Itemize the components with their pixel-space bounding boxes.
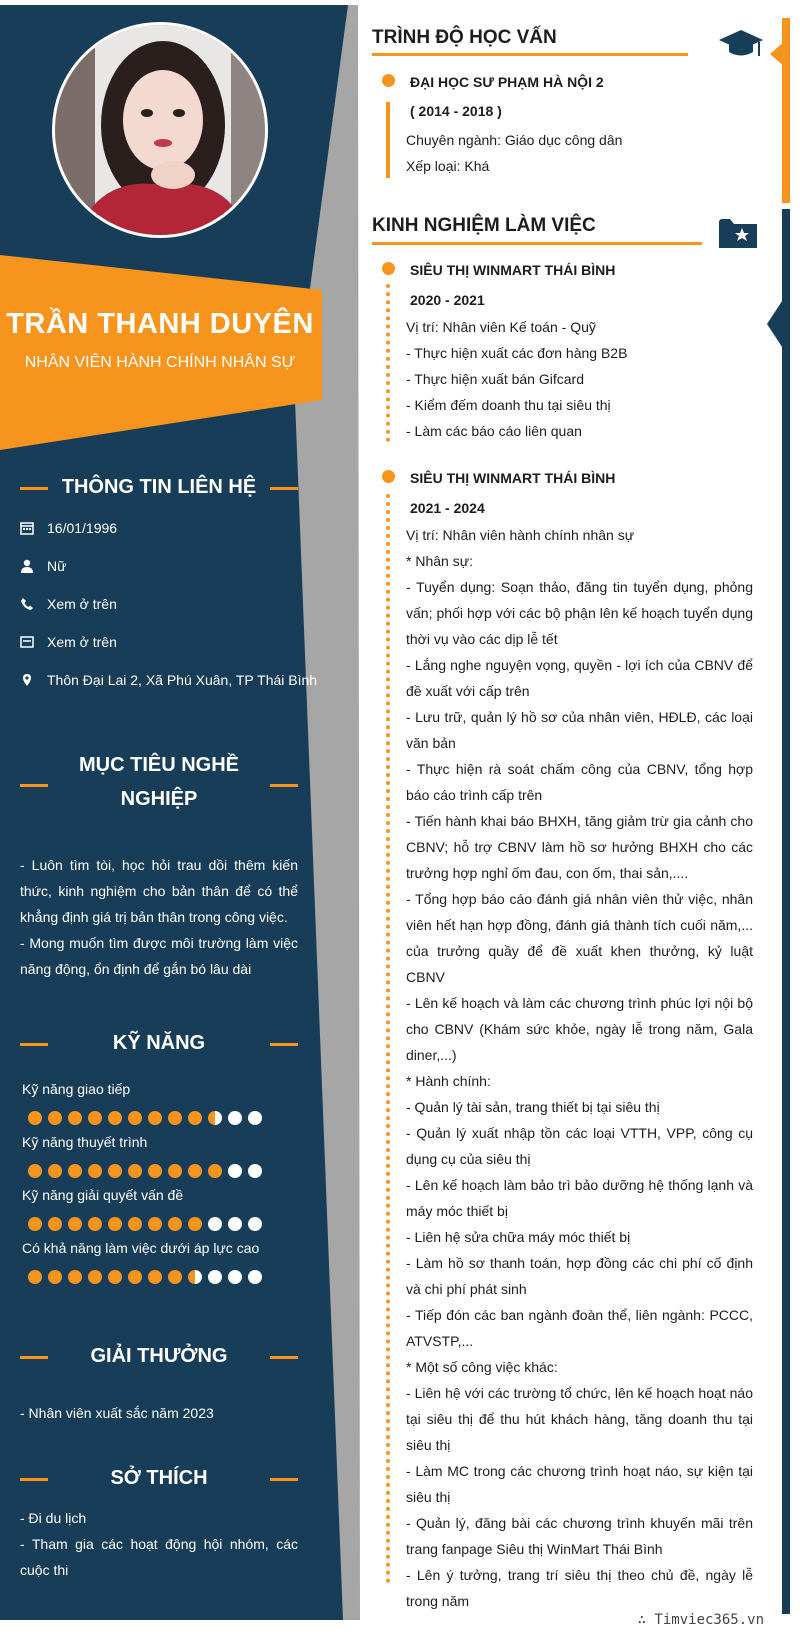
job-line: - Tiếp đón các ban ngành đoàn thể, liên ngành: PCCC, ATVSTP,... xyxy=(406,1307,753,1349)
skill-dot xyxy=(108,1270,122,1284)
awards-heading xyxy=(18,1343,300,1369)
job-line: - Thực hiện xuất các đơn hàng B2B xyxy=(406,345,628,361)
skill-dot xyxy=(228,1217,242,1231)
education-major: Chuyên ngành: Giáo dục công dân xyxy=(406,132,623,148)
job-line: - Thực hiện xuất bán Gifcard xyxy=(406,371,584,387)
education-rank: Xếp loại: Khá xyxy=(406,158,490,174)
location-icon xyxy=(20,673,34,687)
skill-dot xyxy=(28,1270,42,1284)
job-line: - Làm MC trong các chương trình hoạt náo, sự kiện tại siêu thị xyxy=(406,1463,753,1505)
education-heading: TRÌNH ĐỘ HỌC VẤN xyxy=(372,27,557,48)
objective-heading-line1: MỤC TIÊU NGHỀ xyxy=(79,754,239,776)
job-timeline xyxy=(386,284,390,442)
skill-label: Kỹ năng giao tiếp xyxy=(22,1081,131,1097)
job-bullet xyxy=(382,262,395,275)
objective-heading-line2: NGHIỆP xyxy=(120,788,198,810)
skill-dot xyxy=(248,1270,262,1284)
hobbies-heading-text: SỞ THÍCH xyxy=(110,1467,208,1489)
job-line: * Một số công việc khác: xyxy=(406,1359,558,1375)
skill-rating xyxy=(28,1164,262,1178)
job-line: - Kiểm đếm doanh thu tại siêu thị xyxy=(406,397,611,413)
candidate-name: TRẦN THANH DUYÊN xyxy=(6,308,314,340)
skill-dot xyxy=(228,1270,242,1284)
job-line: - Lên kế hoạch làm bảo trì bảo dưỡng hệ thống lạnh và máy móc thiết bị xyxy=(406,1177,753,1219)
contact-heading-text: THÔNG TIN LIÊN HỆ xyxy=(61,476,257,498)
contact-dob xyxy=(20,520,117,536)
skill-dot xyxy=(188,1270,202,1284)
job-line: - Liên hệ với các trường tổ chức, lên kế hoạch hoạt náo tại siêu thị để thu hút khách hàng, tăng doanh thu tại siêu thị xyxy=(406,1385,753,1453)
skill-dot xyxy=(48,1270,62,1284)
contact-gender xyxy=(20,558,66,574)
hobbies-heading xyxy=(18,1465,300,1491)
candidate-title: NHÂN VIÊN HÀNH CHÍNH NHÂN SỰ xyxy=(24,354,296,371)
skills-heading-text: KỸ NĂNG xyxy=(112,1032,206,1054)
job-line: - Thực hiện rà soát chấm công của CBNV, tổng hợp báo cáo trình cấp trên xyxy=(406,761,753,803)
job-line: - Liên hệ sửa chữa máy móc thiết bị xyxy=(406,1229,631,1245)
contact-dob-text: 16/01/1996 xyxy=(47,520,118,536)
job-line: - Lưu trữ, quản lý hồ sơ của nhân viên, HĐLĐ, các loại văn bản xyxy=(406,709,753,751)
awards-text: - Nhân viên xuất sắc năm 2023 xyxy=(20,1405,214,1421)
job-line: - Quản lý, đăng bài các chương trình khuyến mãi trên trang fanpage Siêu thị WinMart Thái Bình xyxy=(406,1515,753,1557)
skill-dot xyxy=(48,1164,62,1178)
skill-dot xyxy=(248,1111,262,1125)
job-line: - Lên kế hoạch và làm các chương trình phúc lợi nội bộ cho CBNV (Khám sức khỏe, ngày lễ trong năm, Gala diner,...) xyxy=(406,995,753,1063)
objective-line: - Mong muốn tìm được môi trường làm việc năng động, ổn định để gắn bó lâu dài xyxy=(20,935,298,977)
skill-dot xyxy=(228,1111,242,1125)
skill-dot xyxy=(28,1217,42,1231)
footer-brand[interactable]: ∴ Timviec365.vn xyxy=(637,1612,764,1628)
folder-star-icon xyxy=(718,215,758,254)
job-line: - Lên ý tưởng, trang trí siêu thị theo chủ đề, ngày lễ trong năm xyxy=(406,1567,753,1609)
job-bullet xyxy=(382,470,395,483)
skill-dot xyxy=(168,1111,182,1125)
awards-heading-text: GIẢI THƯỞNG xyxy=(90,1345,228,1367)
job-line: * Nhân sự: xyxy=(406,553,473,569)
skill-dot xyxy=(88,1164,102,1178)
skill-dot xyxy=(128,1217,142,1231)
hobby-line: - Đi du lịch xyxy=(20,1510,87,1526)
skill-dot xyxy=(148,1164,162,1178)
contact-heading xyxy=(18,474,300,500)
skill-dot xyxy=(128,1164,142,1178)
job-period: 2021 - 2024 xyxy=(410,500,485,516)
objective-heading xyxy=(18,748,300,820)
job-line: - Tiến hành khai báo BHXH, tăng giảm trừ gia cảnh cho CBNV; hỗ trợ CBNV làm hồ sơ hưởng BHXH cho các trưởng hợp nghỉ ốm đau, con ốm, thai sản,.... xyxy=(406,813,753,881)
job-line: * Hành chính: xyxy=(406,1073,491,1089)
skill-dot xyxy=(148,1111,162,1125)
contact-gender-text: Nữ xyxy=(47,558,67,574)
skill-rating xyxy=(28,1270,262,1284)
skill-dot xyxy=(148,1270,162,1284)
skill-dot xyxy=(128,1111,142,1125)
education-school: ĐẠI HỌC SƯ PHẠM HÀ NỘI 2 xyxy=(410,74,604,90)
skill-label: Kỹ năng thuyết trình xyxy=(22,1134,148,1150)
job-line: - Làm các báo cáo liên quan xyxy=(406,423,582,439)
job-line: Vị trí: Nhân viên hành chính nhân sự xyxy=(406,527,635,543)
skill-label: Kỹ năng giải quyết vấn đề xyxy=(22,1187,184,1203)
skill-dot xyxy=(228,1164,242,1178)
job-timeline xyxy=(386,494,390,1584)
education-underline xyxy=(372,53,688,56)
skill-dot xyxy=(28,1111,42,1125)
job-company: SIÊU THỊ WINMART THÁI BÌNH xyxy=(410,470,616,486)
skill-dot xyxy=(248,1164,262,1178)
job-line: - Tuyển dụng: Soạn thảo, đăng tin tuyển dụng, phỏng vấn; phối hợp với các bộ phận lên kế hoạch tuyển dụng thời vụ vào các dịp lễ tết xyxy=(406,579,753,647)
job-line: - Quản lý xuất nhập tồn các loại VTTH, VPP, công cụ dụng cụ của siêu thị xyxy=(406,1125,753,1167)
job-line: Vị trí: Nhân viên Kế toán - Quỹ xyxy=(406,319,596,335)
skill-dot xyxy=(188,1164,202,1178)
skill-dot xyxy=(108,1217,122,1231)
job-line: - Quản lý tài sản, trang thiết bị tại siêu thị xyxy=(406,1099,660,1115)
skill-dot xyxy=(68,1217,82,1231)
job-period: 2020 - 2021 xyxy=(410,292,485,308)
skill-dot xyxy=(68,1270,82,1284)
skill-dot xyxy=(48,1111,62,1125)
skill-dot xyxy=(168,1164,182,1178)
contact-phone-text: Xem ở trên xyxy=(47,596,117,612)
skill-dot xyxy=(208,1164,222,1178)
hobby-line: - Tham gia các hoạt động hội nhóm, các cuộc thi xyxy=(20,1536,298,1578)
objective-text xyxy=(20,852,298,982)
sidebar xyxy=(0,0,360,1620)
skill-dot xyxy=(208,1111,222,1125)
job-details xyxy=(406,314,753,444)
contact-address xyxy=(20,672,317,688)
education-bullet xyxy=(382,74,395,87)
skill-dot xyxy=(128,1270,142,1284)
phone-icon xyxy=(20,597,34,611)
hobbies-text xyxy=(20,1505,298,1583)
avatar xyxy=(52,22,268,238)
skill-dot xyxy=(148,1217,162,1231)
contact-email-text: Xem ở trên xyxy=(47,634,117,650)
job-line: - Tổng hợp báo cáo đánh giá nhân viên thử việc, nhân viên hết hạn hợp đồng, đánh giá thành tích cuối năm,... của trưởng quầy để đề xuất khen thưởng, kỷ luật CBNV xyxy=(406,891,753,985)
skill-dot xyxy=(68,1111,82,1125)
objective-line: - Luôn tìm tòi, học hỏi trau dồi thêm kiến thức, kinh nghiệm cho bản thân để có thể khẳng định giá trị bản thân trong công việc. xyxy=(20,857,298,925)
job-line: - Làm hồ sơ thanh toán, hợp đồng các chi phí cố định và chi phí phát sinh xyxy=(406,1255,753,1297)
skill-dot xyxy=(68,1164,82,1178)
education-timeline xyxy=(386,102,390,178)
contact-phone xyxy=(20,596,117,612)
education-period: ( 2014 - 2018 ) xyxy=(410,103,502,119)
skill-dot xyxy=(108,1111,122,1125)
skill-dot xyxy=(188,1217,202,1231)
email-icon xyxy=(20,635,34,649)
contact-email xyxy=(20,634,117,650)
skill-dot xyxy=(208,1217,222,1231)
user-icon xyxy=(20,559,34,573)
skill-rating xyxy=(28,1217,262,1231)
job-line: - Lắng nghe nguyện vọng, quyền - lợi ích của CBNV để đề xuất với cấp trên xyxy=(406,657,753,699)
experience-heading: KINH NGHIỆM LÀM VIỆC xyxy=(372,215,596,236)
skill-dot xyxy=(88,1111,102,1125)
skill-dot xyxy=(28,1164,42,1178)
experience-underline xyxy=(372,242,702,245)
graduation-cap-icon xyxy=(718,26,764,67)
contact-address-text: Thôn Đại Lai 2, Xã Phú Xuân, TP Thái Bình xyxy=(47,672,318,688)
edge-arrows xyxy=(764,40,786,390)
skills-heading xyxy=(18,1030,300,1056)
skill-dot xyxy=(168,1217,182,1231)
edge-bar-navy xyxy=(782,209,790,1614)
skill-dot xyxy=(168,1270,182,1284)
skill-dot xyxy=(108,1164,122,1178)
job-company: SIÊU THỊ WINMART THÁI BÌNH xyxy=(410,262,616,278)
skill-dot xyxy=(88,1217,102,1231)
job-details xyxy=(406,522,753,1614)
skill-rating xyxy=(28,1111,262,1125)
skill-dot xyxy=(88,1270,102,1284)
skill-label: Có khả năng làm việc dưới áp lực cao xyxy=(22,1240,260,1256)
skill-dot xyxy=(188,1111,202,1125)
skill-dot xyxy=(208,1270,222,1284)
skill-dot xyxy=(248,1217,262,1231)
calendar-icon xyxy=(20,521,34,535)
skill-dot xyxy=(48,1217,62,1231)
